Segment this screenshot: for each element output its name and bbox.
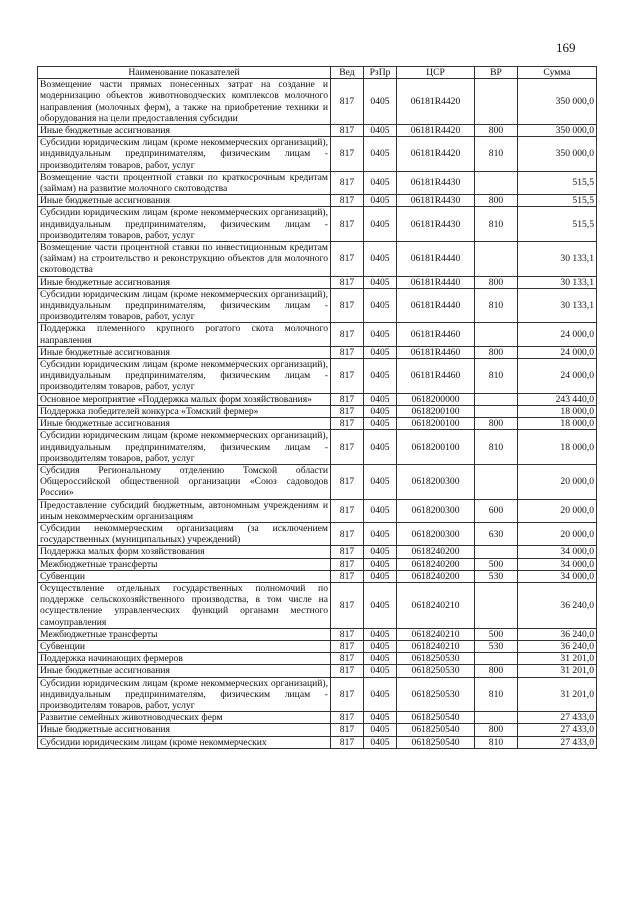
cell-name: Основное мероприятие «Поддержка малых форм хозяйствования» [38, 393, 331, 405]
cell-vr [475, 653, 518, 665]
cell-rzpr: 0405 [364, 79, 397, 125]
table-row [38, 628, 597, 640]
cell-rzpr: 0405 [364, 653, 397, 665]
cell-vr: 800 [475, 724, 518, 736]
cell-name: Субвенции [38, 570, 331, 582]
cell-csr: 0618200100 [397, 430, 475, 465]
table-row [38, 418, 597, 430]
cell-name: Поддержка малых форм хозяйствования [38, 546, 331, 558]
cell-ved: 817 [331, 171, 364, 194]
cell-rzpr: 0405 [364, 137, 397, 172]
cell-ved: 817 [331, 346, 364, 358]
table-header-row [38, 67, 597, 79]
table-row [38, 558, 597, 570]
cell-csr: 0618240210 [397, 582, 475, 628]
cell-ved: 817 [331, 712, 364, 724]
cell-ved: 817 [331, 558, 364, 570]
cell-name: Иные бюджетные ассигнования [38, 418, 331, 430]
cell-csr: 0618250530 [397, 677, 475, 712]
cell-sum: 515,5 [518, 207, 597, 242]
cell-rzpr: 0405 [364, 582, 397, 628]
cell-ved: 817 [331, 288, 364, 323]
cell-vr: 530 [475, 570, 518, 582]
cell-sum: 27 433,0 [518, 724, 597, 736]
cell-name: Субсидии юридическим лицам (кроме некоммерческих организаций), индивидуальным предпринимателям, физическим лицам - производителям товаров, работ, услуг [38, 207, 331, 242]
cell-csr: 06181R4420 [397, 79, 475, 125]
cell-sum: 20 000,0 [518, 522, 597, 545]
cell-sum: 515,5 [518, 171, 597, 194]
cell-name: Субсидии юридическим лицам (кроме некоммерческих организаций), индивидуальным предпринимателям, физическим лицам - производителям товаров, работ, услуг [38, 359, 331, 394]
table-row [38, 653, 597, 665]
cell-vr: 500 [475, 628, 518, 640]
cell-rzpr: 0405 [364, 393, 397, 405]
cell-vr [475, 242, 518, 277]
cell-name: Субсидия Региональному отделению Томской области Общероссийской общественной организации «Союз садоводов России» [38, 464, 331, 499]
cell-ved: 817 [331, 323, 364, 346]
cell-ved: 817 [331, 522, 364, 545]
cell-ved: 817 [331, 464, 364, 499]
cell-vr [475, 405, 518, 417]
cell-name: Субсидии юридическим лицам (кроме некоммерческих организаций), индивидуальным предпринимателям, физическим лицам - производителям товаров, работ, услуг [38, 677, 331, 712]
cell-vr [475, 464, 518, 499]
cell-ved: 817 [331, 405, 364, 417]
cell-sum: 30 133,1 [518, 288, 597, 323]
cell-rzpr: 0405 [364, 359, 397, 394]
cell-rzpr: 0405 [364, 558, 397, 570]
cell-ved: 817 [331, 677, 364, 712]
table-row [38, 79, 597, 125]
cell-csr: 0618200100 [397, 418, 475, 430]
cell-rzpr: 0405 [364, 346, 397, 358]
table-row [38, 195, 597, 207]
table-row [38, 499, 597, 522]
table-row [38, 125, 597, 137]
cell-vr [475, 393, 518, 405]
table-row [38, 712, 597, 724]
cell-rzpr: 0405 [364, 712, 397, 724]
cell-ved: 817 [331, 393, 364, 405]
cell-name: Субсидии юридическим лицам (кроме некоммерческих [38, 736, 331, 748]
cell-sum: 31 201,0 [518, 665, 597, 677]
cell-vr: 810 [475, 207, 518, 242]
cell-rzpr: 0405 [364, 522, 397, 545]
cell-csr: 06181R4440 [397, 276, 475, 288]
cell-sum: 31 201,0 [518, 653, 597, 665]
cell-name: Возмещение части прямых понесенных затрат на создание и модернизацию объектов животноводческих комплексов молочного направления (молочных ферм), а также на приобретение техники и оборудования на цели предоставления субсидии [38, 79, 331, 125]
cell-vr: 810 [475, 736, 518, 748]
cell-name: Иные бюджетные ассигнования [38, 346, 331, 358]
table-row [38, 242, 597, 277]
cell-vr [475, 171, 518, 194]
cell-sum: 34 000,0 [518, 570, 597, 582]
cell-csr: 06181R4420 [397, 137, 475, 172]
table-row [38, 171, 597, 194]
cell-sum: 36 240,0 [518, 640, 597, 652]
table-row [38, 346, 597, 358]
cell-rzpr: 0405 [364, 499, 397, 522]
cell-csr: 0618200300 [397, 522, 475, 545]
cell-ved: 817 [331, 125, 364, 137]
table-row [38, 665, 597, 677]
cell-name: Субсидии некоммерческим организациям (за исключением государственных (муниципальных) учреждений) [38, 522, 331, 545]
cell-csr: 0618250540 [397, 712, 475, 724]
cell-csr: 06181R4430 [397, 207, 475, 242]
cell-csr: 0618240210 [397, 640, 475, 652]
cell-name: Поддержка племенного крупного рогатого скота молочного направления [38, 323, 331, 346]
cell-name: Субсидии юридическим лицам (кроме некоммерческих организаций), индивидуальным предпринимателям, физическим лицам - производителям товаров, работ, услуг [38, 430, 331, 465]
cell-vr: 800 [475, 195, 518, 207]
table-row [38, 137, 597, 172]
cell-csr: 0618200000 [397, 393, 475, 405]
cell-vr: 600 [475, 499, 518, 522]
cell-sum: 36 240,0 [518, 582, 597, 628]
cell-sum: 18 000,0 [518, 430, 597, 465]
cell-csr: 06181R4440 [397, 242, 475, 277]
cell-csr: 06181R4460 [397, 346, 475, 358]
cell-ved: 817 [331, 359, 364, 394]
header-name: Наименование показателей [38, 67, 331, 79]
cell-vr [475, 323, 518, 346]
cell-name: Иные бюджетные ассигнования [38, 724, 331, 736]
cell-name: Поддержка начинающих фермеров [38, 653, 331, 665]
cell-vr [475, 582, 518, 628]
cell-sum: 27 433,0 [518, 736, 597, 748]
cell-ved: 817 [331, 242, 364, 277]
cell-sum: 18 000,0 [518, 418, 597, 430]
cell-name: Иные бюджетные ассигнования [38, 195, 331, 207]
table-row [38, 724, 597, 736]
cell-vr: 810 [475, 137, 518, 172]
cell-name: Иные бюджетные ассигнования [38, 125, 331, 137]
cell-ved: 817 [331, 207, 364, 242]
cell-name: Межбюджетные трансферты [38, 558, 331, 570]
cell-sum: 20 000,0 [518, 464, 597, 499]
cell-rzpr: 0405 [364, 405, 397, 417]
cell-sum: 30 133,1 [518, 276, 597, 288]
cell-name: Субсидии юридическим лицам (кроме некоммерческих организаций), индивидуальным предпринимателям, физическим лицам - производителям товаров, работ, услуг [38, 288, 331, 323]
cell-csr: 0618240200 [397, 570, 475, 582]
cell-ved: 817 [331, 137, 364, 172]
cell-name: Развитие семейных животноводческих ферм [38, 712, 331, 724]
cell-rzpr: 0405 [364, 546, 397, 558]
table-row [38, 546, 597, 558]
cell-csr: 0618250540 [397, 736, 475, 748]
budget-table [37, 66, 597, 749]
header-vr: ВР [475, 67, 518, 79]
cell-sum: 24 000,0 [518, 359, 597, 394]
cell-rzpr: 0405 [364, 125, 397, 137]
cell-csr: 0618240200 [397, 546, 475, 558]
cell-vr: 810 [475, 359, 518, 394]
cell-ved: 817 [331, 430, 364, 465]
table-row [38, 359, 597, 394]
cell-vr: 530 [475, 640, 518, 652]
cell-ved: 817 [331, 628, 364, 640]
cell-name: Субсидии юридическим лицам (кроме некоммерческих организаций), индивидуальным предпринимателям, физическим лицам - производителям товаров, работ, услуг [38, 137, 331, 172]
cell-ved: 817 [331, 582, 364, 628]
table-row [38, 640, 597, 652]
cell-vr: 800 [475, 665, 518, 677]
cell-csr: 0618250530 [397, 665, 475, 677]
cell-sum: 27 433,0 [518, 712, 597, 724]
cell-rzpr: 0405 [364, 628, 397, 640]
cell-csr: 0618240200 [397, 558, 475, 570]
table-row [38, 393, 597, 405]
cell-vr: 630 [475, 522, 518, 545]
header-sum: Сумма [518, 67, 597, 79]
page-number: 169 [556, 40, 576, 55]
table-row [38, 522, 597, 545]
cell-csr: 06181R4460 [397, 323, 475, 346]
cell-name: Поддержка победителей конкурса «Томский фермер» [38, 405, 331, 417]
cell-name: Возмещение части процентной ставки по инвестиционным кредитам (займам) на строительство и реконструкцию объектов для молочного скотоводства [38, 242, 331, 277]
cell-rzpr: 0405 [364, 171, 397, 194]
cell-rzpr: 0405 [364, 195, 397, 207]
cell-ved: 817 [331, 79, 364, 125]
table-row [38, 323, 597, 346]
cell-ved: 817 [331, 195, 364, 207]
cell-csr: 0618240210 [397, 628, 475, 640]
cell-name: Возмещение части процентной ставки по краткосрочным кредитам (займам) на развитие молочного скотоводства [38, 171, 331, 194]
cell-name: Иные бюджетные ассигнования [38, 665, 331, 677]
table-row [38, 582, 597, 628]
cell-csr: 06181R4460 [397, 359, 475, 394]
cell-ved: 817 [331, 570, 364, 582]
cell-vr [475, 712, 518, 724]
cell-csr: 06181R4420 [397, 125, 475, 137]
cell-vr [475, 79, 518, 125]
cell-ved: 817 [331, 665, 364, 677]
cell-csr: 06181R4440 [397, 288, 475, 323]
cell-vr [475, 546, 518, 558]
cell-rzpr: 0405 [364, 665, 397, 677]
table-row [38, 207, 597, 242]
cell-ved: 817 [331, 418, 364, 430]
cell-rzpr: 0405 [364, 288, 397, 323]
cell-rzpr: 0405 [364, 242, 397, 277]
cell-rzpr: 0405 [364, 418, 397, 430]
cell-vr: 810 [475, 288, 518, 323]
table-row [38, 464, 597, 499]
cell-csr: 0618200300 [397, 499, 475, 522]
cell-rzpr: 0405 [364, 677, 397, 712]
header-rzpr: РзПр [364, 67, 397, 79]
cell-ved: 817 [331, 499, 364, 522]
cell-rzpr: 0405 [364, 207, 397, 242]
cell-name: Иные бюджетные ассигнования [38, 276, 331, 288]
cell-rzpr: 0405 [364, 276, 397, 288]
cell-sum: 20 000,0 [518, 499, 597, 522]
cell-vr: 800 [475, 418, 518, 430]
cell-vr: 800 [475, 276, 518, 288]
table-row [38, 430, 597, 465]
table-row [38, 276, 597, 288]
cell-rzpr: 0405 [364, 570, 397, 582]
cell-rzpr: 0405 [364, 430, 397, 465]
cell-sum: 24 000,0 [518, 323, 597, 346]
cell-sum: 31 201,0 [518, 677, 597, 712]
cell-csr: 0618200300 [397, 464, 475, 499]
cell-vr: 800 [475, 125, 518, 137]
cell-sum: 34 000,0 [518, 546, 597, 558]
cell-sum: 34 000,0 [518, 558, 597, 570]
cell-vr: 810 [475, 430, 518, 465]
cell-name: Субвенции [38, 640, 331, 652]
cell-ved: 817 [331, 724, 364, 736]
cell-ved: 817 [331, 276, 364, 288]
cell-name: Межбюджетные трансферты [38, 628, 331, 640]
cell-vr: 810 [475, 677, 518, 712]
cell-sum: 350 000,0 [518, 125, 597, 137]
cell-rzpr: 0405 [364, 640, 397, 652]
cell-ved: 817 [331, 640, 364, 652]
cell-csr: 06181R4430 [397, 171, 475, 194]
cell-ved: 817 [331, 546, 364, 558]
cell-csr: 06181R4430 [397, 195, 475, 207]
cell-sum: 24 000,0 [518, 346, 597, 358]
table-row [38, 736, 597, 748]
cell-csr: 0618200100 [397, 405, 475, 417]
cell-sum: 36 240,0 [518, 628, 597, 640]
cell-vr: 500 [475, 558, 518, 570]
cell-rzpr: 0405 [364, 724, 397, 736]
header-ved: Вед [331, 67, 364, 79]
cell-sum: 30 133,1 [518, 242, 597, 277]
table-row [38, 288, 597, 323]
cell-ved: 817 [331, 653, 364, 665]
table-row [38, 570, 597, 582]
table-row [38, 405, 597, 417]
cell-csr: 0618250540 [397, 724, 475, 736]
cell-sum: 243 440,0 [518, 393, 597, 405]
cell-sum: 515,5 [518, 195, 597, 207]
cell-ved: 817 [331, 736, 364, 748]
cell-rzpr: 0405 [364, 736, 397, 748]
cell-vr: 800 [475, 346, 518, 358]
cell-csr: 0618250530 [397, 653, 475, 665]
cell-sum: 350 000,0 [518, 79, 597, 125]
header-csr: ЦСР [397, 67, 475, 79]
cell-name: Осуществление отдельных государственных полномочий по поддержке сельскохозяйственного производства, в том числе на осуществление управленческих функций органами местного самоуправления [38, 582, 331, 628]
cell-rzpr: 0405 [364, 323, 397, 346]
cell-rzpr: 0405 [364, 464, 397, 499]
cell-sum: 18 000,0 [518, 405, 597, 417]
cell-name: Предоставление субсидий бюджетным, автономным учреждениям и иным некоммерческим организациям [38, 499, 331, 522]
table-row [38, 677, 597, 712]
cell-sum: 350 000,0 [518, 137, 597, 172]
